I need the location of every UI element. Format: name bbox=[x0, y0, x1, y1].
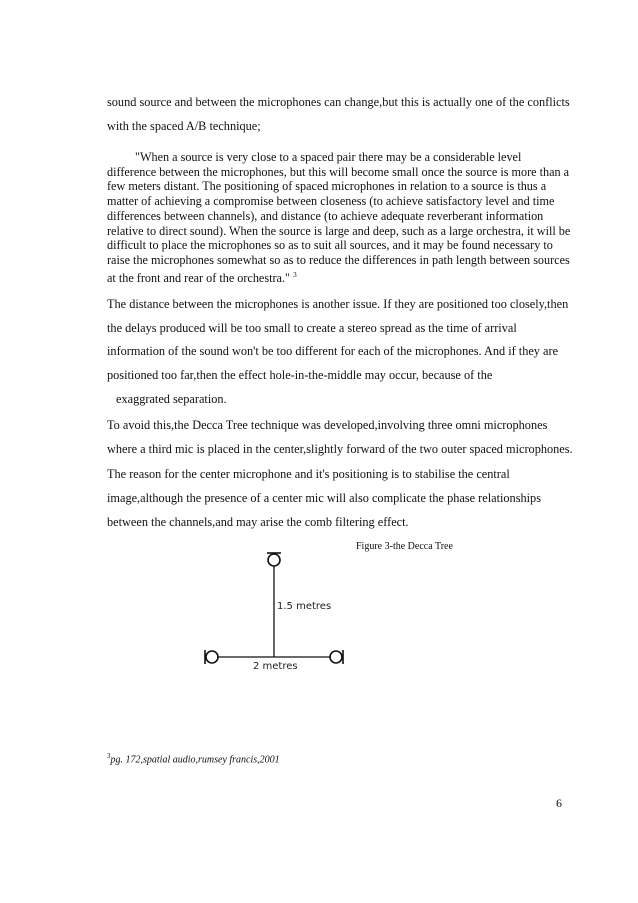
figure-caption: Figure 3-the Decca Tree bbox=[356, 541, 453, 552]
horizontal-distance-label: 2 metres bbox=[253, 661, 298, 672]
quote-text: "When a source is very close to a spaced pair there may be a considerable level difference between the microphones, but this will become small once the source is more than a few meters distant. The positioning of spaced microphones in relation to a source is thus a matter of achieving a compromise between closeness (to achieve satisfactory level and time differences between channels), and distance (to achieve adequate reverberant information relative to direct sound). When the source is large and deep, such as a large orchestra, it will be difficult to place the microphones so as to suit all sources, and it may be found necessary to raise the microphones somewhat so as to reduce the differences in path length between sources at the front and rear of the orchestra." bbox=[107, 150, 571, 285]
paragraph-2-last-line: exaggrated separation. bbox=[116, 391, 227, 406]
footnote-number: 3 bbox=[107, 752, 111, 760]
footnote bbox=[107, 752, 280, 765]
vertical-distance-label: 1.5 metres bbox=[277, 601, 332, 612]
paragraph-2-text: The distance between the microphones is another issue. If they are positioned too closely,then the delays produced will be too small to create a stereo spread as the time of arrival information of the sound won't be too different for each of the microphones. And if they are positioned too far,then the effect hole-in-the-middle may occur, because of the bbox=[107, 297, 569, 383]
decca-tree-diagram bbox=[200, 545, 360, 675]
paragraph-3: To avoid this,the Decca Tree technique was developed,involving three omni microphones where a third mic is placed in the center,slightly forward of the two outer spaced microphones. The reason for the center microphone and it's positioning is to stabilise the central image,although the presence of a center mic will also complicate the phase relationships between the channels,and may arise the comb filtering effect. bbox=[107, 418, 573, 530]
center-microphone-icon bbox=[267, 553, 281, 566]
quote-reference: 3 bbox=[293, 269, 297, 279]
paragraph-2 bbox=[107, 293, 575, 412]
page-number: 6 bbox=[556, 796, 562, 810]
block-quote bbox=[107, 150, 573, 285]
footnote-text: pg. 172,spatial audio,rumsey francis,2001 bbox=[110, 754, 280, 766]
paragraph-1: sound source and between the microphones can change,but this is actually one of the conflicts with the spaced A/B technique; bbox=[107, 95, 570, 133]
right-microphone-icon bbox=[330, 650, 343, 664]
left-microphone-icon bbox=[205, 650, 218, 664]
